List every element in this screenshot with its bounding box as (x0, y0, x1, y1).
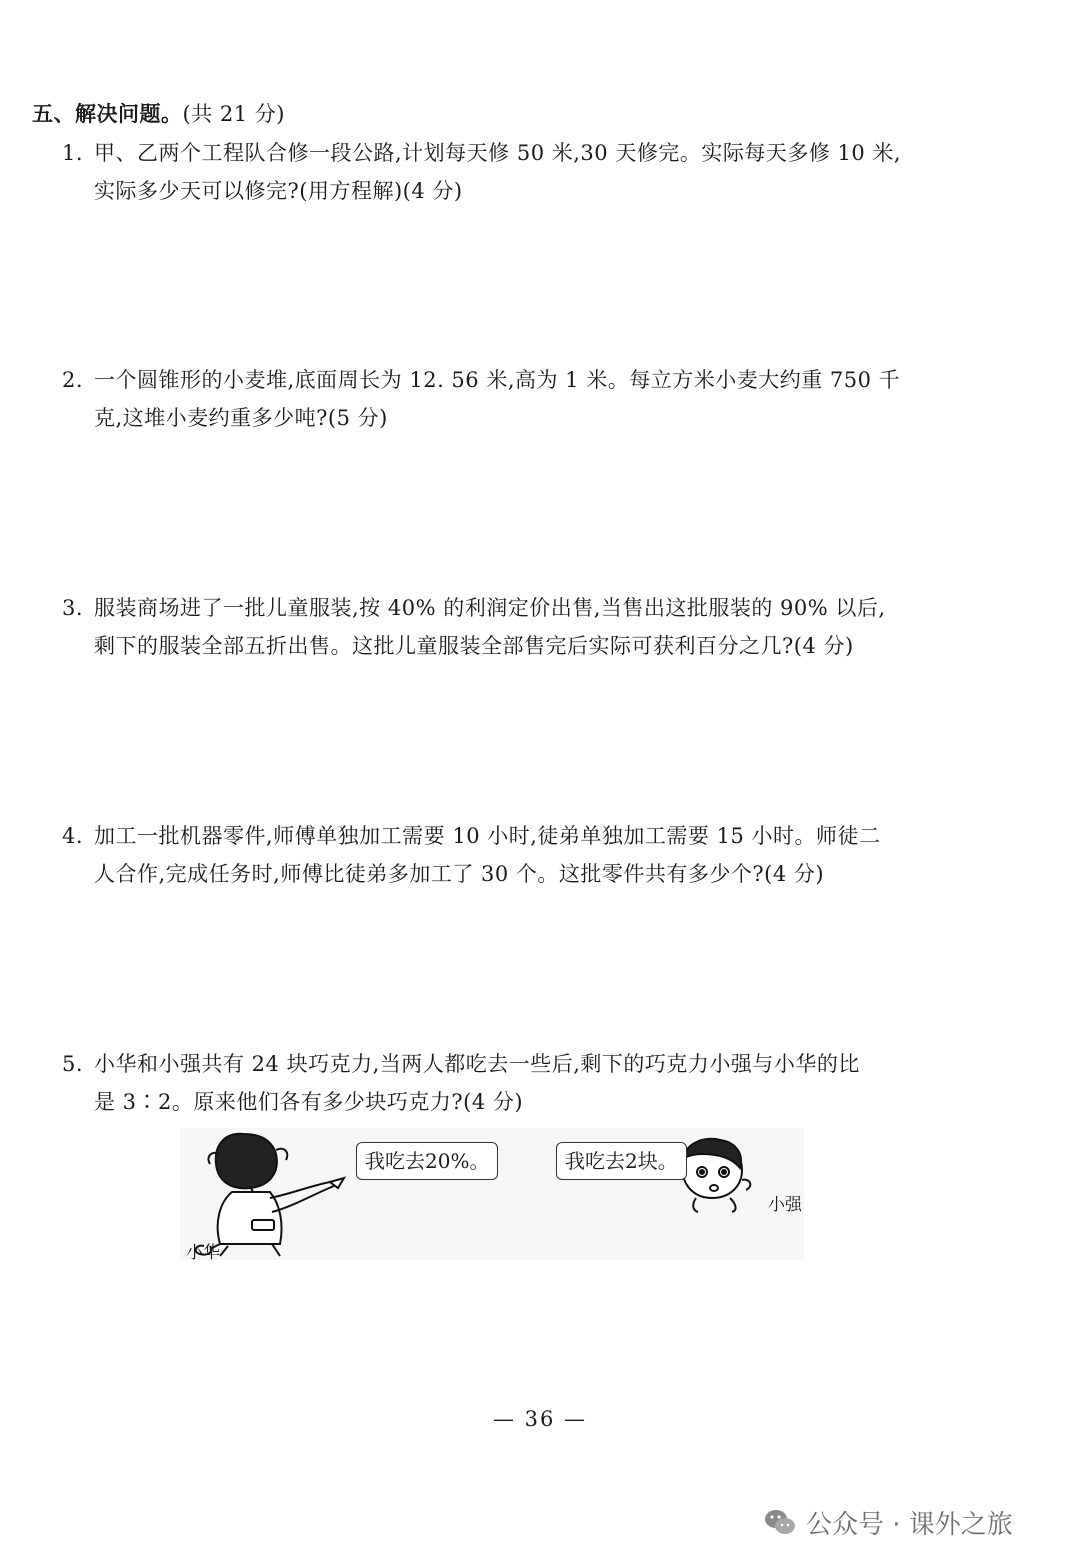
speech-bubble-xiaoqiang: 我吃去2块。 (556, 1142, 687, 1180)
speech-bubble-xiaohua: 我吃去20%。 (356, 1142, 498, 1180)
problem-number: 2. (62, 368, 84, 392)
name-label-xiaoqiang: 小强 (768, 1195, 802, 1215)
problem-line: 剩下的服装全部五折出售。这批儿童服装全部售完后实际可获利百分之几?(4 分) (94, 634, 854, 658)
problem-5 (62, 1045, 912, 1121)
section-score: (共 21 分) (182, 102, 285, 126)
problem-line: 实际多少天可以修完?(用方程解)(4 分) (94, 179, 463, 203)
problem-number: 4. (62, 824, 84, 848)
problem-line: 一个圆锥形的小麦堆,底面周长为 12. 56 米,高为 1 米。每立方米小麦大约重 750 千 (94, 368, 901, 392)
problem-line: 加工一批机器零件,师傅单独加工需要 10 小时,徒弟单独加工需要 15 小时。师徒二 (94, 824, 881, 848)
problem-line: 是 3∶2。原来他们各有多少块巧克力?(4 分) (94, 1090, 524, 1114)
problem-number: 1. (62, 141, 84, 165)
watermark-text: 公众号 · 课外之旅 (806, 1509, 1013, 1540)
problem-2 (62, 361, 912, 437)
name-label-xiaohua: 小华 (186, 1243, 220, 1263)
problem-1 (62, 134, 912, 210)
section-heading: 五、解决问题。 (32, 102, 183, 126)
problem-line: 小华和小强共有 24 块巧克力,当两人都吃去一些后,剩下的巧克力小强与小华的比 (94, 1052, 860, 1076)
problem-3 (62, 589, 912, 665)
problem-4 (62, 817, 912, 893)
problem-number: 3. (62, 596, 84, 620)
problem-5-illustration (180, 1128, 804, 1263)
problem-line: 人合作,完成任务时,师傅比徒弟多加工了 30 个。这批零件共有多少个?(4 分) (94, 862, 825, 886)
problem-line: 克,这堆小麦约重多少吨?(5 分) (94, 406, 388, 430)
problem-line: 服装商场进了一批儿童服装,按 40% 的利润定价出售,当售出这批服装的 90% 以后, (94, 596, 886, 620)
wechat-icon (762, 1504, 798, 1540)
watermark (762, 1500, 1062, 1544)
section-title (32, 100, 285, 128)
page-number: — 36 — (492, 1407, 588, 1431)
problem-line: 甲、乙两个工程队合修一段公路,计划每天修 50 米,30 天修完。实际每天多修 10 米, (94, 141, 902, 165)
xiaoqiang-figure (682, 1139, 751, 1212)
problem-number: 5. (62, 1052, 84, 1076)
